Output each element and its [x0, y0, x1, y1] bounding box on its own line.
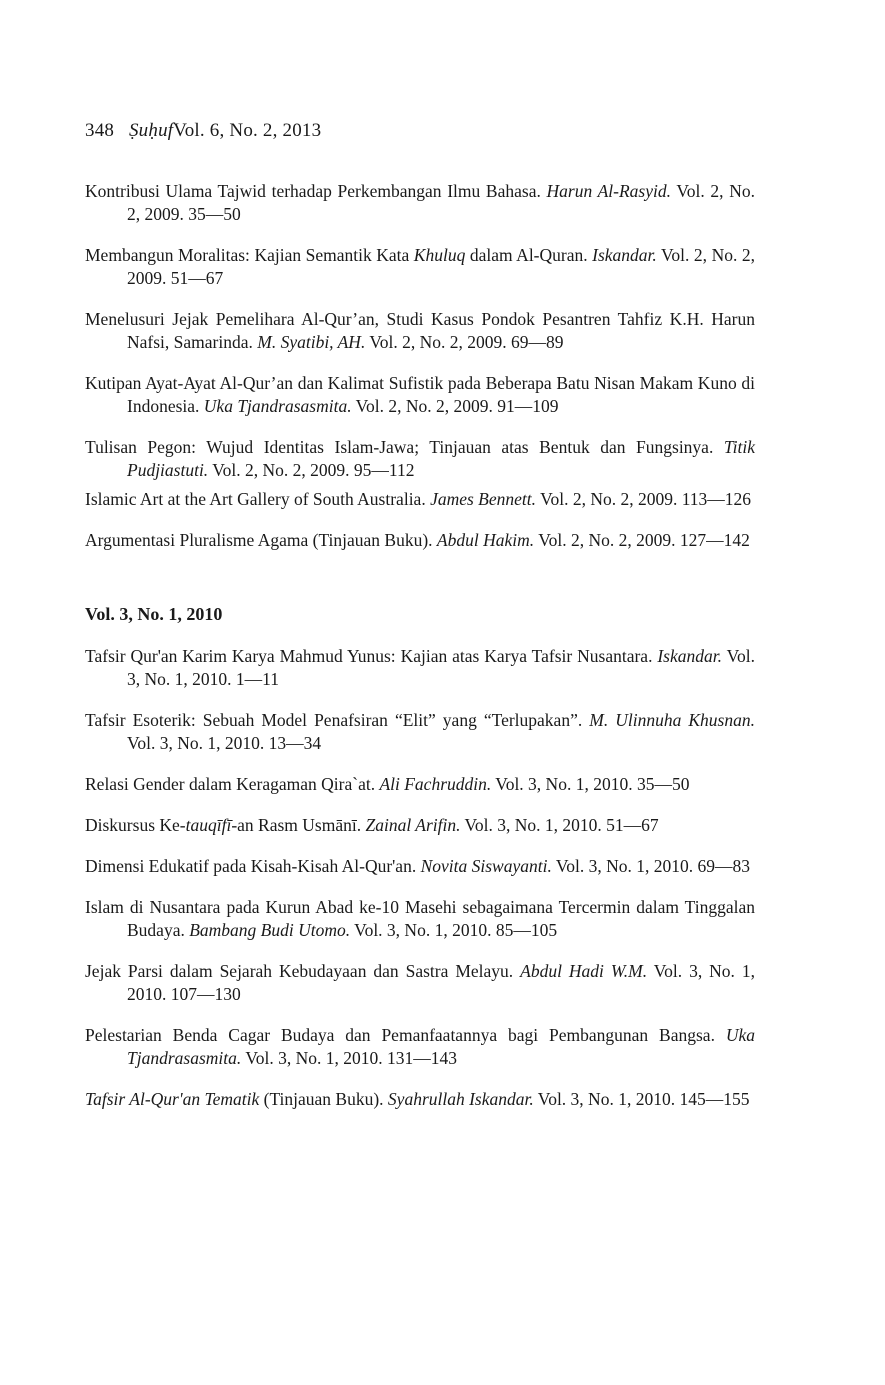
entry-title: Pelestarian Benda Cagar Budaya dan Pemanfaatannya bagi Pembangunan Bangsa.	[85, 1025, 726, 1045]
entry-reference: Vol. 3, No. 1, 2010. 145—155	[533, 1089, 750, 1109]
entry-title-italic: tauqīfī	[185, 815, 232, 835]
entry-reference: Vol. 3, No. 1, 2010. 69—83	[551, 856, 751, 876]
bibliography-entry	[85, 308, 755, 354]
entry-title: (Tinjauan Buku).	[259, 1089, 388, 1109]
entry-title: Diskursus Ke-	[85, 815, 186, 835]
entry-title: Membangun Moralitas: Kajian Semantik Kata	[85, 245, 414, 265]
bibliography-entry	[85, 896, 755, 942]
entry-title: Dimensi Edukatif pada Kisah-Kisah Al-Qur'an.	[85, 856, 421, 876]
bibliography-entry	[85, 488, 755, 511]
entry-title-italic: Tafsir Al-Qur'an Tematik	[85, 1089, 260, 1109]
entry-title-cont: dalam Al-Quran.	[465, 245, 593, 265]
bibliography-entry	[85, 372, 755, 418]
entry-reference: Vol. 2, No. 2, 2009. 91—109	[351, 396, 559, 416]
entries-vol-3	[85, 645, 755, 1111]
entry-reference: Vol. 3, No. 1, 2010. 35—50	[491, 774, 690, 794]
entry-author: Novita Siswayanti.	[420, 856, 552, 876]
bibliography-entry	[85, 180, 755, 226]
entry-reference: Vol. 3, No. 1, 2010. 85—105	[350, 920, 558, 940]
journal-title: Ṣuḥuf	[128, 120, 174, 141]
entry-author: M. Ulinnuha Khusnan.	[589, 710, 755, 730]
bibliography-entry	[85, 529, 755, 552]
entry-author: Titik Pudjiastuti.	[127, 437, 755, 480]
entry-title: Relasi Gender dalam Keragaman Qira`at.	[85, 774, 380, 794]
entry-title: Kontribusi Ulama Tajwid terhadap Perkembangan Ilmu Bahasa.	[85, 181, 547, 201]
entry-title-italic: Khuluq	[413, 245, 466, 265]
entry-title: Tafsir Qur'an Karim Karya Mahmud Yunus: Kajian atas Karya Tafsir Nusantara.	[85, 646, 658, 666]
entry-title: Islam di Nusantara pada Kurun Abad ke-10 Masehi sebagaimana Tercermin dalam Tinggalan Budaya.	[85, 897, 755, 940]
bibliography-entry	[85, 1024, 755, 1070]
entry-reference: Vol. 2, No. 2, 2009. 35—50	[127, 181, 755, 224]
bibliography-entry	[85, 709, 755, 755]
bibliography-entry	[85, 814, 755, 837]
page-header	[85, 120, 321, 142]
entry-author: Syahrullah Iskandar.	[387, 1089, 534, 1109]
entry-reference: Vol. 3, No. 1, 2010. 51—67	[460, 815, 659, 835]
bibliography-entry	[85, 1088, 755, 1111]
entry-author: Uka Tjandrasasmita.	[127, 1025, 755, 1068]
volume-info: Vol. 6, No. 2, 2013	[173, 120, 322, 141]
entry-author: Abdul Hadi W.M.	[520, 961, 648, 981]
entry-author: M. Syatibi, AH.	[257, 332, 366, 352]
entry-author: Zainal Arifin.	[365, 815, 461, 835]
entry-title: Islamic Art at the Art Gallery of South Australia.	[85, 489, 431, 509]
bibliography-entry	[85, 960, 755, 1006]
bibliography-entry	[85, 855, 755, 878]
entry-author: Bambang Budi Utomo.	[189, 920, 351, 940]
entry-reference: Vol. 3, No. 1, 2010. 1—11	[127, 646, 755, 689]
entry-reference: Vol. 3, No. 1, 2010. 107—130	[127, 961, 756, 1004]
entry-reference: Vol. 2, No. 2, 2009. 51—67	[127, 245, 755, 288]
entry-reference: Vol. 2, No. 2, 2009. 113—126	[536, 489, 752, 509]
entry-title: Menelusuri Jejak Pemelihara Al-Qur’an, Studi Kasus Pondok Pesantren Tahfiz K.H. Harun Nafsi, Samarinda.	[85, 309, 755, 352]
entry-author: Iskandar.	[657, 646, 723, 666]
entry-title: Jejak Parsi dalam Sejarah Kebudayaan dan Sastra Melayu.	[85, 961, 521, 981]
entry-title: Tafsir Esoterik: Sebuah Model Penafsiran “Elit” yang “Terlupakan”.	[85, 710, 590, 730]
bibliography-entry	[85, 436, 755, 482]
page-number: 348	[85, 120, 115, 141]
entry-author: Iskandar.	[592, 245, 657, 265]
entry-author: James Bennett.	[430, 489, 537, 509]
section-heading: Vol. 3, No. 1, 2010	[85, 604, 223, 624]
bibliography-entry	[85, 773, 755, 796]
entry-author: Uka Tjandrasasmita.	[203, 396, 352, 416]
entry-reference: Vol. 3, No. 1, 2010. 131—143	[241, 1048, 457, 1068]
entries-vol-2	[85, 180, 755, 552]
bibliography-entry	[85, 645, 755, 691]
entry-title: Tulisan Pegon: Wujud Identitas Islam-Jawa; Tinjauan atas Bentuk dan Fungsinya.	[85, 437, 724, 457]
entry-reference: Vol. 2, No. 2, 2009. 127—142	[534, 530, 750, 550]
entry-author: Ali Fachruddin.	[379, 774, 492, 794]
entry-title-cont: -an Rasm Usmānī.	[231, 815, 366, 835]
entry-title: Kutipan Ayat-Ayat Al-Qur’an dan Kalimat Sufistik pada Beberapa Batu Nisan Makam Kuno di Indonesia.	[85, 373, 755, 416]
entry-title: Argumentasi Pluralisme Agama (Tinjauan Buku).	[85, 530, 437, 550]
entry-reference: Vol. 3, No. 1, 2010. 13—34	[127, 733, 322, 753]
bibliography-list	[85, 180, 755, 1129]
entry-author: Abdul Hakim.	[436, 530, 535, 550]
entry-reference: Vol. 2, No. 2, 2009. 69—89	[365, 332, 564, 352]
entry-author: Harun Al-Rasyid.	[546, 181, 671, 201]
entry-reference: Vol. 2, No. 2, 2009. 95—112	[208, 460, 415, 480]
bibliography-entry	[85, 244, 755, 290]
